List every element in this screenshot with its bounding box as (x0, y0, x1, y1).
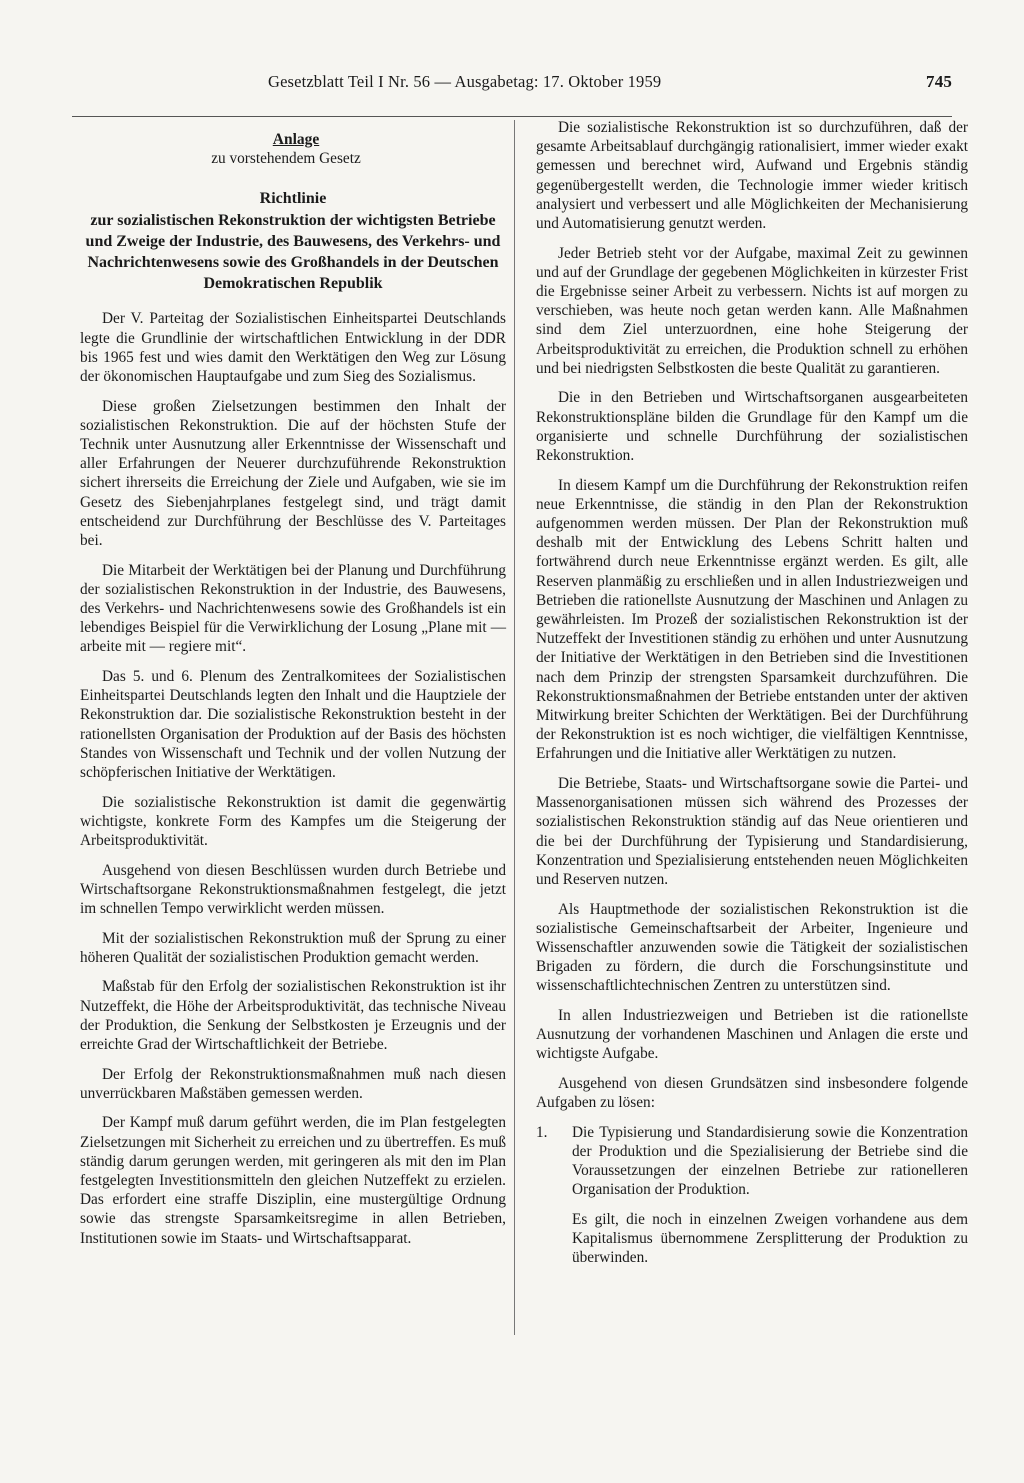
paragraph: Ausgehend von diesen Beschlüssen wurden durch Betriebe und Wirtschaftsorgane Rekonstruktionsmaßnahmen festgelegt, die jetzt im schnellen Tempo verwirklicht werden müssen. (80, 861, 506, 918)
annex-subtitle: zu vorstehendem Gesetz (211, 150, 361, 168)
paragraph: Als Hauptmethode der sozialistischen Rekonstruktion ist die sozialistische Gemeinschaftsarbeit der Arbeiter, Ingenieure und Wissenschaftler anzuwenden sowie die Tätigkeit der sozialistischen Brigaden zu fördern, die durch die Forschungsinstitute und wissenschaftlichtechnischen Zentren zu unterstützen sind. (536, 900, 968, 995)
directive-title: Richtlinie zur sozialistischen Rekonstruktion der wichtigsten Betriebe und Zweige der Industrie, des Bauwesens, des Verkehrs- und Nachrichtenwesens sowie des Großhandels in der Deutschen Demokratischen Republik (85, 190, 501, 293)
paragraph: Die in den Betrieben und Wirtschaftsorganen ausgearbeiteten Rekonstruktionspläne bilden die Grundlage für den Kampf um die organisierte und schnelle Durchführung der sozialistischen Rekonstruktion. (536, 389, 968, 465)
task-text: Die Typisierung und Standardisierung sowie die Konzentration der Produktion und die Spezialisierung der Betriebe sind die Voraussetzungen der einzelnen Betriebe zur rationelleren Organisation der Produktion. (572, 1123, 968, 1199)
paragraph: Der V. Parteitag der Sozialistischen Einheitspartei Deutschlands legte die Grundlinie der wirtschaftlichen Entwicklung in der DDR bis 1965 fest und wies damit den Werktätigen den Weg zur Lösung der ökonomischen Hauptaufgabe und zum Sieg des Sozialismus. (80, 310, 506, 386)
left-column (80, 122, 506, 1258)
header-rule (72, 116, 952, 117)
task-number: 1. (536, 1123, 548, 1141)
paragraph: Diese großen Zielsetzungen bestimmen den Inhalt der sozialistischen Rekonstruktion. Die auf der höchsten Stufe der Technik unter Ausnutzung aller Erkenntnisse der Wissenschaft und aller Erfahrungen der Neuerer durchzuführende Rekonstruktion sichert ihrerseits die Erreichung der Ziele und Aufgaben, wie sie im Gesetz des Siebenjahrplanes festgelegt sind, und trägt damit entscheidend zur Durchführung der Beschlüsse des V. Parteitages bei. (80, 397, 506, 550)
paragraph: Die sozialistische Rekonstruktion ist damit die gegenwärtig wichtigste, konkrete Form des Kampfes um die Steigerung der Arbeitsproduktivität. (80, 793, 506, 850)
paragraph: Die sozialistische Rekonstruktion ist so durchzuführen, daß der gesamte Arbeitsablauf durchgängig rationalisiert, immer wieder exakt gemessen und berechnet wird, Aufwand und Ergebnis ständig gegenübergestellt werden, die Technologie immer wieder kritisch analysiert und verbessert und alle Möglichkeiten der Mechanisierung und Automatisierung genutzt werden. (536, 119, 968, 233)
column-divider (514, 120, 515, 1335)
paragraph: In allen Industriezweigen und Betrieben ist die rationellste Ausnutzung der vorhandenen Maschinen und Anlagen die erste und wichtigste Aufgabe. (536, 1007, 968, 1063)
paragraph: Die Betriebe, Staats- und Wirtschaftsorgane sowie die Partei- und Massenorganisationen müssen sich während des Prozesses der sozialistischen Rekonstruktion ständig auf das Neue orientieren und die bei der Durchführung der Typisierung und Standardisierung, Konzentration und Spezialisierung entstehenden neuen Möglichkeiten und Reserven nutzen. (536, 775, 968, 889)
annex-title: Anlage (272, 131, 320, 148)
paragraph: Der Erfolg der Rekonstruktionsmaßnahmen muß nach diesen unverrückbaren Maßstäben gemessen werden. (80, 1065, 506, 1102)
paragraph: In diesem Kampf um die Durchführung der Rekonstruktion reifen neue Erkenntnisse, die ständig in den Plan der Rekonstruktion aufgenommen werden müssen. Der Plan der Rekonstruktion muß deshalb mit der Entwicklung des Lebens Schritt halten und fortwährend durch neue Erkenntnisse ergänzt werden. Es gilt, alle Reserven planmäßig zu erschließen und in allen Industriezweigen und Betrieben die rationellste Ausnutzung der Maschinen und Anlagen zu gewährleisten. Im Prozeß der sozialistischen Rekonstruktion ist der Nutzeffekt der Investitionen ständig zu erhöhen und unter Ausnutzung der Initiative der Werktätigen in den Betrieben sind die Investitionen nach dem Prinzip der strengsten Sparsamkeit durchzuführen. Die Rekonstruktionsmaßnahmen der Betriebe entstanden unter der aktiven Mitwirkung breiter Schichten der Werktätigen. Bei der Durchführung der Rekonstruktion ist es noch wichtiger, die vielfältigen Kenntnisse, Erfahrungen und die Initiative aller Werktätigen zu nutzen. (536, 476, 968, 763)
task-extra-text: Es gilt, die noch in einzelnen Zweigen vorhandene aus dem Kapitalismus übernommene Zersplitterung der Produktion zu überwinden. (572, 1211, 968, 1267)
paragraph: Mit der sozialistischen Rekonstruktion muß der Sprung zu einer höheren Qualität der sozialistischen Produktion gemacht werden. (80, 929, 506, 966)
task-item (536, 1123, 968, 1268)
running-title: Gesetzblatt Teil I Nr. 56 — Ausgabetag: 17. Oktober 1959 (268, 72, 662, 91)
task-list (536, 1123, 968, 1268)
page-number: 745 (926, 72, 952, 91)
paragraph: Ausgehend von diesen Grundsätzen sind insbesondere folgende Aufgaben zu lösen: (536, 1075, 968, 1112)
paragraph: Maßstab für den Erfolg der sozialistischen Rekonstruktion ist ihr Nutzeffekt, die Höhe der Arbeitsproduktivität, das technische Niveau der Produktion, die Senkung der Selbstkosten je Erzeugnis und der erreichte Grad der Wirtschaftlichkeit der Betriebe. (80, 978, 506, 1054)
page-header (268, 72, 952, 98)
paragraph: Jeder Betrieb steht vor der Aufgabe, maximal Zeit zu gewinnen und auf der Grundlage der gegebenen Möglichkeiten in kürzester Frist die Ergebnisse seiner Arbeit zu verbessern. Nichts ist auf morgen zu verschieben, was heute noch getan werden kann. Alle Maßnahmen sind dem Ziel unterzuordnen, eine hohe Steigerung der Arbeitsproduktivität zu erreichen, die Produktion schnell zu erhöhen und bei niedrigsten Selbstkosten die beste Qualität zu garantieren. (536, 244, 968, 377)
right-column (536, 118, 968, 1278)
paragraph: Der Kampf muß darum geführt werden, die im Plan festgelegten Zielsetzungen mit Sicherheit zu erreichen und zu übertreffen. Es muß ständig darum gerungen werden, mit geringeren als mit den im Plan festgelegten Investitionsmitteln den gleichen Nutzeffekt zu erzielen. Das erfordert eine straffe Disziplin, eine mustergültige Ordnung sowie das strengste Sparsamkeitsregime in allen Betrieben, Institutionen sowie im Staats- und Wirtschaftsapparat. (80, 1114, 506, 1247)
paragraph: Die Mitarbeit der Werktätigen bei der Planung und Durchführung der sozialistischen Rekonstruktion in der Industrie, des Bauwesens, des Verkehrs- und Nachrichtenwesens sowie des Großhandels ist ein lebendiges Beispiel für die Verwirklichung der Losung „Plane mit — arbeite mit — regiere mit“. (80, 561, 506, 656)
paragraph: Das 5. und 6. Plenum des Zentralkomitees der Sozialistischen Einheitspartei Deutschlands legten den Inhalt und die Hauptziele der Rekonstruktion dar. Die sozialistische Rekonstruktion besteht in der rationellsten Organisation der Produktion auf der Basis des höchsten Standes von Wissenschaft und Technik und der vollen Nutzung der schöpferischen Initiative der Werktätigen. (80, 668, 506, 782)
